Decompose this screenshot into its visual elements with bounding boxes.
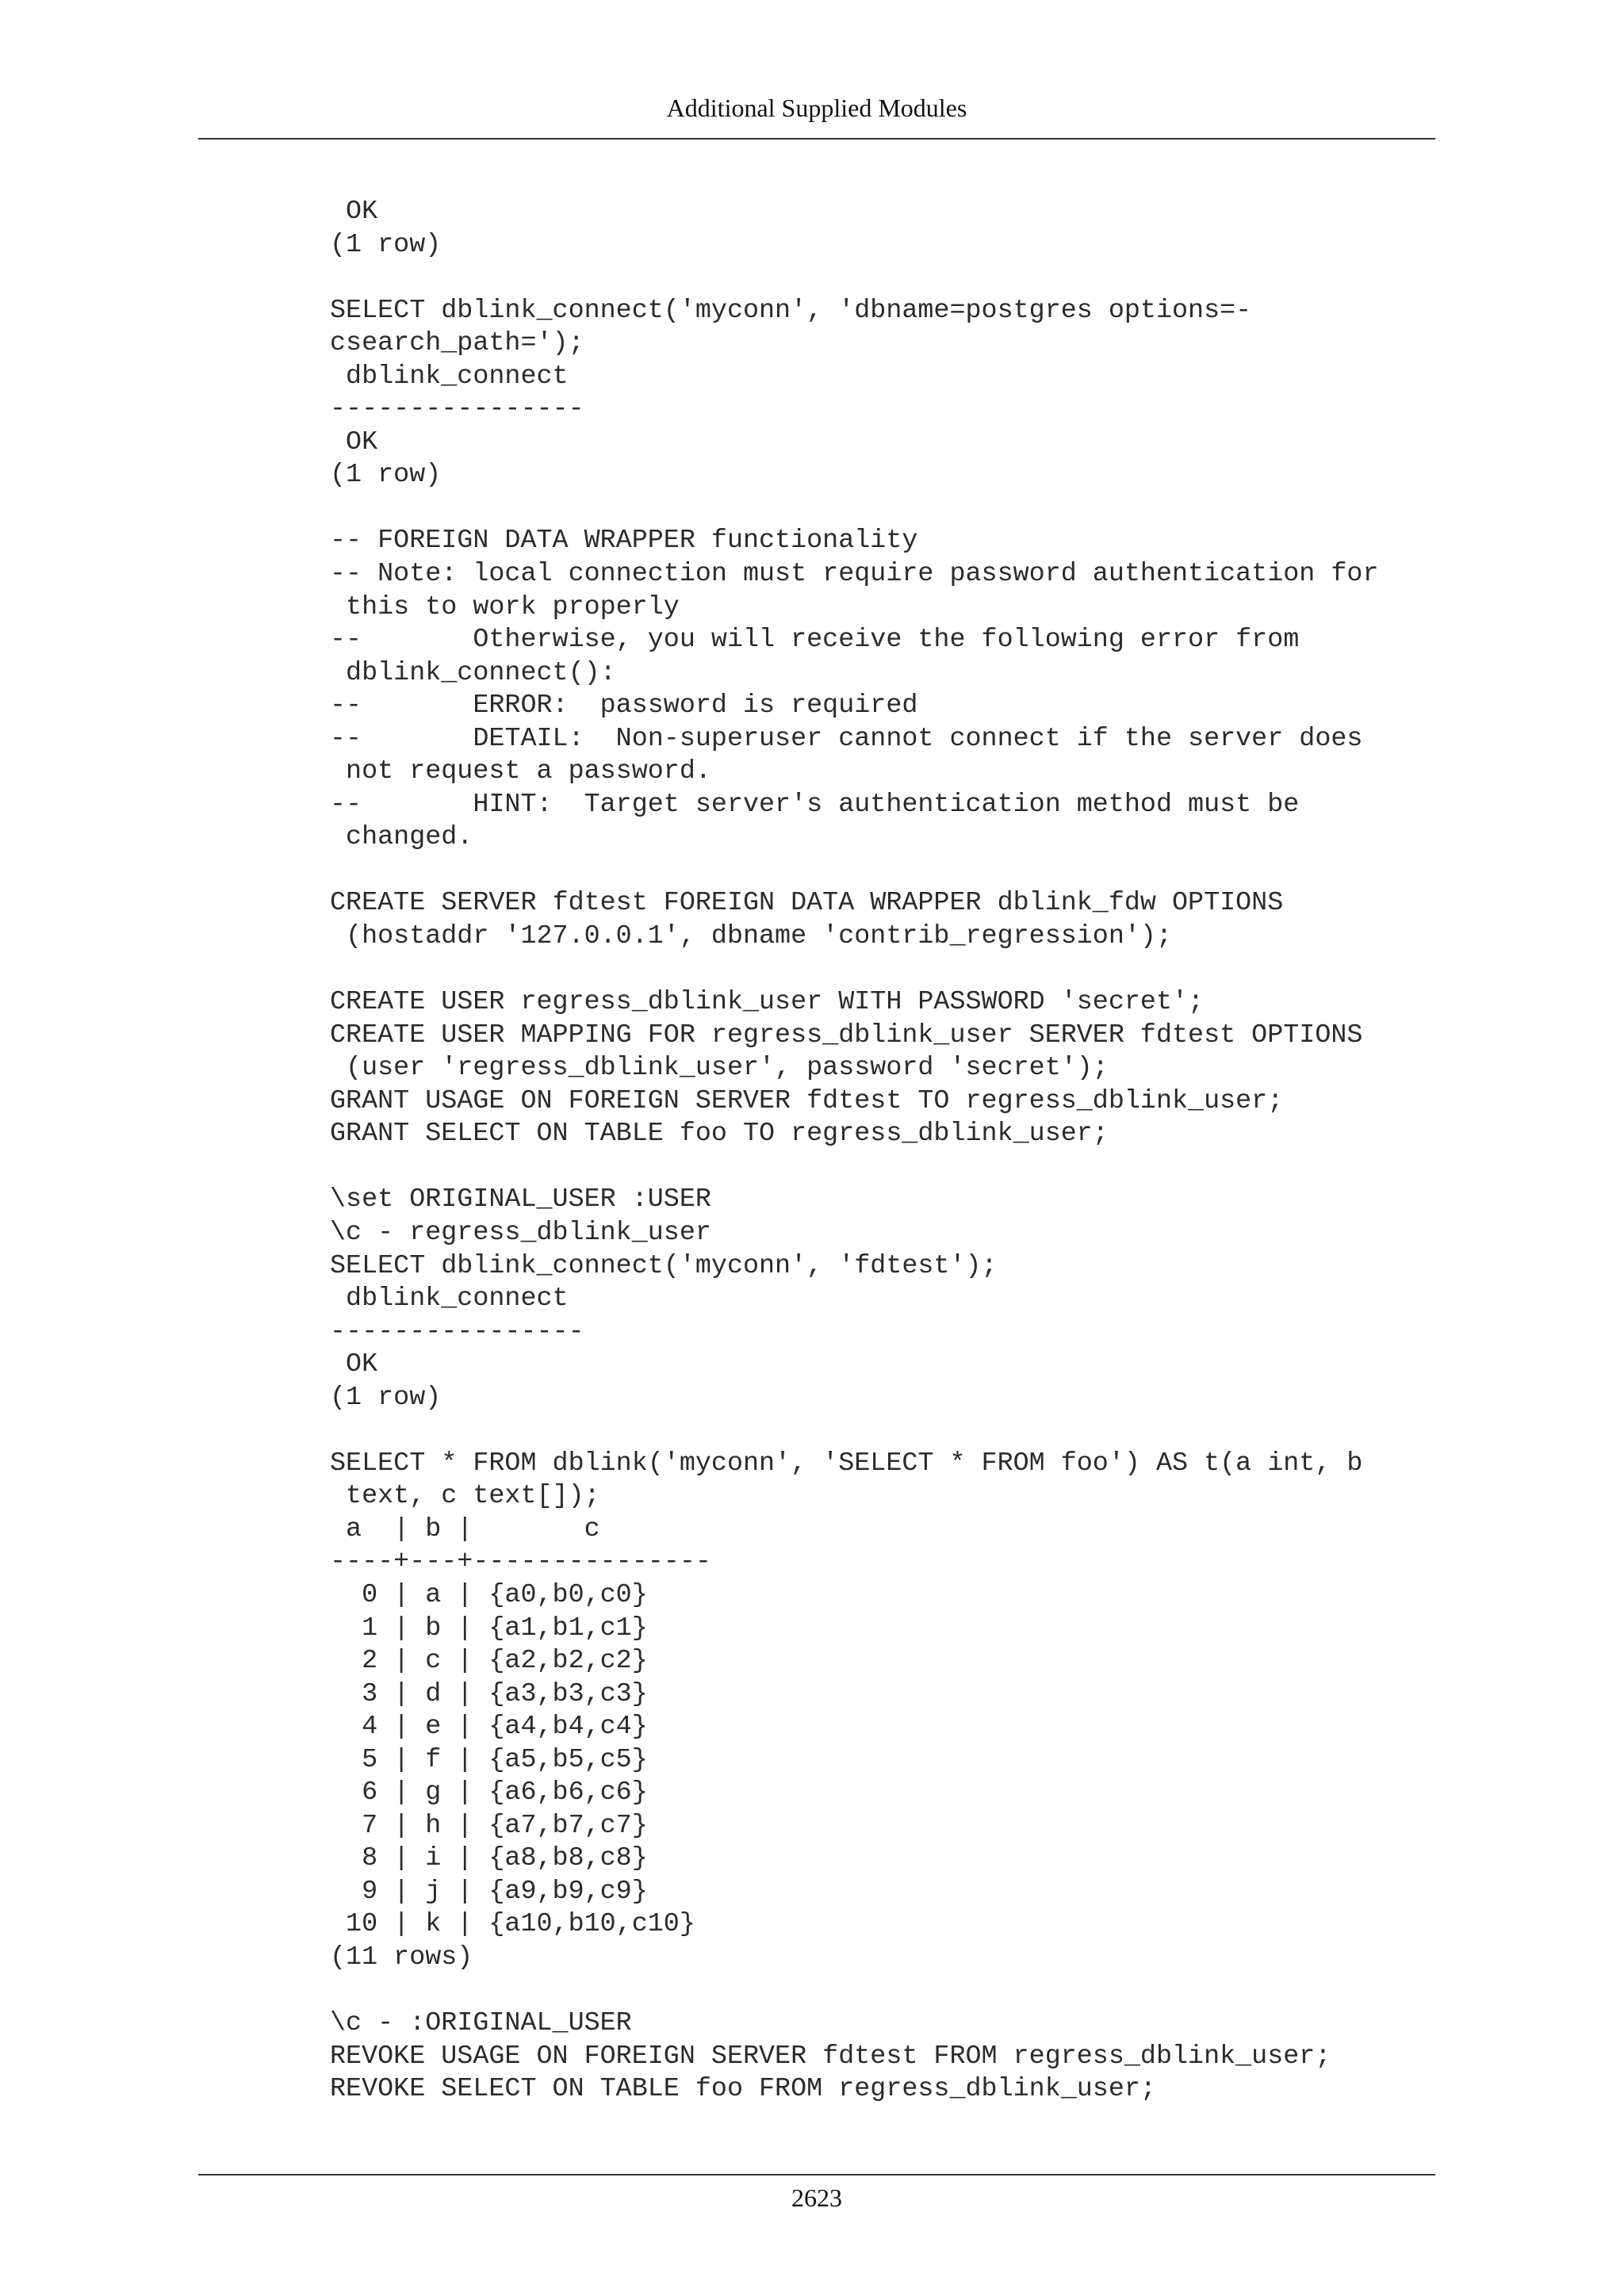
code-line (330, 492, 1379, 526)
code-line: -- Otherwise, you will receive the following error from (330, 625, 1300, 656)
code-line: 10 | k | {a10,b10,c10} (330, 1909, 695, 1940)
code-line: SELECT * FROM dblink('myconn', 'SELECT * FROM foo') AS t(a int, b (330, 1448, 1363, 1479)
code-line: changed. (330, 822, 473, 853)
code-line: 7 | h | {a7,b7,c7} (330, 1810, 648, 1841)
code-line: ----+---+--------------- (330, 1547, 711, 1578)
code-line: 8 | i | {a8,b8,c8} (330, 1843, 648, 1874)
code-line: 5 | f | {a5,b5,c5} (330, 1744, 648, 1775)
code-line: -- HINT: Target server's authentication method must be (330, 789, 1300, 820)
code-line: CREATE SERVER fdtest FOREIGN DATA WRAPPER dblink_fdw OPTIONS (330, 888, 1284, 919)
code-line: dblink_connect (330, 1284, 569, 1314)
code-line: \c - :ORIGINAL_USER (330, 2008, 632, 2039)
code-line: (11 rows) (330, 1942, 473, 1973)
code-line: a | b | c (330, 1513, 600, 1544)
code-line: REVOKE SELECT ON TABLE foo FROM regress_dblink_user; (330, 2074, 1156, 2105)
code-line: dblink_connect(): (330, 657, 616, 688)
code-line: REVOKE USAGE ON FOREIGN SERVER fdtest FROM regress_dblink_user; (330, 2041, 1331, 2072)
code-line: CREATE USER regress_dblink_user WITH PASSWORD 'secret'; (330, 987, 1205, 1018)
code-line (330, 1151, 1379, 1184)
code-line: dblink_connect (330, 361, 569, 392)
code-line: text, c text[]); (330, 1481, 600, 1512)
code-line: -- DETAIL: Non-superuser cannot connect if the server does (330, 723, 1363, 754)
code-line: \c - regress_dblink_user (330, 1217, 711, 1248)
code-line: 1 | b | {a1,b1,c1} (330, 1613, 648, 1644)
code-line: (1 row) (330, 229, 442, 260)
code-line: this to work properly (330, 591, 680, 622)
code-line: not request a password. (330, 756, 711, 787)
page-header-title: Additional Supplied Modules (666, 94, 967, 122)
code-line: (hostaddr '127.0.0.1', dbname 'contrib_regression'); (330, 921, 1172, 952)
code-line: 3 | d | {a3,b3,c3} (330, 1678, 648, 1709)
code-line: 0 | a | {a0,b0,c0} (330, 1579, 648, 1610)
code-line: GRANT USAGE ON FOREIGN SERVER fdtest TO regress_dblink_user; (330, 1085, 1284, 1116)
code-line (330, 1975, 1379, 2008)
code-line: 4 | e | {a4,b4,c4} (330, 1712, 648, 1743)
code-line: OK (330, 197, 378, 227)
code-line: ---------------- (330, 394, 584, 425)
code-line (330, 855, 1379, 888)
footer-divider (198, 2174, 1435, 2175)
code-line: -- ERROR: password is required (330, 691, 918, 721)
code-line (330, 1414, 1379, 1448)
code-line: ---------------- (330, 1316, 584, 1347)
code-line: SELECT dblink_connect('myconn', 'fdtest'); (330, 1250, 998, 1281)
code-line: 2 | c | {a2,b2,c2} (330, 1646, 648, 1677)
code-line: 9 | j | {a9,b9,c9} (330, 1876, 648, 1907)
code-line: OK (330, 427, 378, 457)
code-line: CREATE USER MAPPING FOR regress_dblink_user SERVER fdtest OPTIONS (330, 1020, 1363, 1050)
page-number: 2623 (791, 2183, 842, 2212)
code-line: SELECT dblink_connect('myconn', 'dbname=postgres options=- (330, 295, 1252, 326)
code-line: (1 row) (330, 1382, 442, 1413)
code-line: 6 | g | {a6,b6,c6} (330, 1777, 648, 1808)
code-line: -- Note: local connection must require password authentication for (330, 559, 1379, 590)
code-line (330, 262, 1379, 295)
code-line (330, 954, 1379, 987)
header-divider (198, 138, 1435, 140)
code-line: OK (330, 1349, 378, 1380)
code-line: \set ORIGINAL_USER :USER (330, 1184, 711, 1215)
code-line: -- FOREIGN DATA WRAPPER functionality (330, 526, 918, 557)
code-listing (330, 196, 1379, 2107)
code-line: GRANT SELECT ON TABLE foo TO regress_dblink_user; (330, 1119, 1109, 1150)
code-line: (user 'regress_dblink_user', password 'secret'); (330, 1053, 1109, 1084)
code-line: (1 row) (330, 460, 442, 491)
code-line: csearch_path='); (330, 328, 584, 359)
